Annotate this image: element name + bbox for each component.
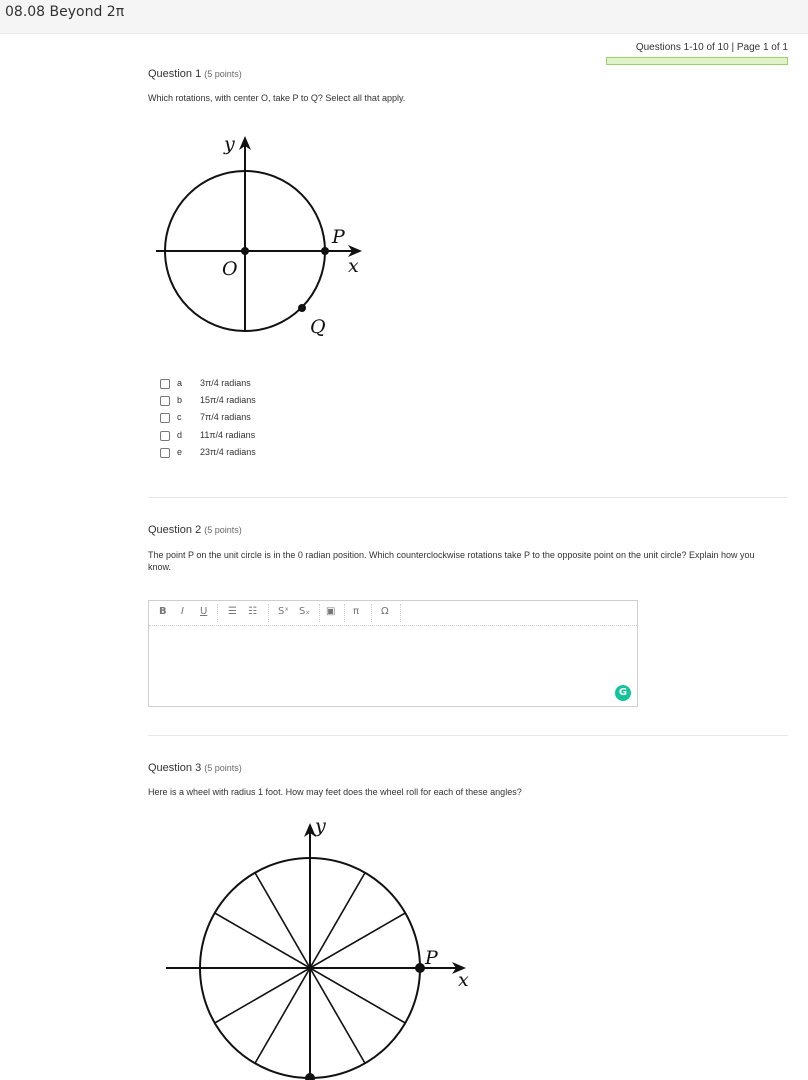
wheel-bottom-point bbox=[305, 1073, 315, 1080]
option-c-text: 7π/4 radians bbox=[200, 412, 251, 422]
question-1-label: Question 1 bbox=[148, 68, 202, 80]
grammarly-icon[interactable]: G bbox=[615, 685, 631, 701]
option-c-letter: c bbox=[177, 412, 182, 422]
y-label: y bbox=[224, 133, 235, 155]
question-3-label: Question 3 bbox=[148, 762, 202, 774]
x-label: x bbox=[458, 969, 469, 991]
subscript-button[interactable]: Sₓ bbox=[299, 606, 310, 617]
special-characters-button[interactable]: Ω bbox=[381, 606, 389, 617]
question-3-points: (5 points) bbox=[204, 763, 242, 773]
option-e-letter: e bbox=[177, 447, 183, 457]
progress-bar bbox=[606, 57, 788, 65]
question-2-points: (5 points) bbox=[204, 525, 242, 535]
question-2-label: Question 2 bbox=[148, 524, 202, 536]
option-d-checkbox[interactable] bbox=[160, 431, 170, 441]
toolbar-separator bbox=[217, 604, 219, 622]
question-2-title bbox=[148, 524, 242, 536]
point-o bbox=[241, 247, 249, 255]
wheel-diagram bbox=[160, 812, 480, 1080]
o-label: O bbox=[222, 258, 238, 280]
option-a-letter: a bbox=[177, 378, 183, 388]
page-title: 08.08 Beyond 2π bbox=[5, 4, 125, 20]
option-b-letter: b bbox=[177, 395, 183, 405]
option-e-text: 23π/4 radians bbox=[200, 447, 256, 457]
point-p bbox=[415, 963, 425, 973]
underline-button[interactable]: U bbox=[200, 606, 208, 617]
pi-symbol-button[interactable]: π bbox=[353, 606, 360, 617]
unit-circle-diagram bbox=[150, 128, 380, 343]
question-3-text: Here is a wheel with radius 1 foot. How may feet does the wheel roll for each of these angles? bbox=[148, 787, 522, 797]
progress-text: Questions 1-10 of 10 | Page 1 of 1 bbox=[635, 42, 788, 53]
italic-button[interactable]: I bbox=[181, 606, 184, 617]
point-p bbox=[321, 247, 329, 255]
question-1-title bbox=[148, 68, 242, 80]
p-label: P bbox=[332, 226, 345, 248]
option-d-letter: d bbox=[177, 430, 183, 440]
question-2-text: The point P on the unit circle is in the 0 radian position. Which counterclockwise rotations take P to the opposite point on the unit circle? Explain how you know. bbox=[148, 550, 755, 572]
option-b-checkbox[interactable] bbox=[160, 396, 170, 406]
question-1-points: (5 points) bbox=[204, 69, 242, 79]
editor-toolbar bbox=[149, 601, 637, 626]
option-d-text: 11π/4 radians bbox=[200, 430, 256, 440]
option-c-checkbox[interactable] bbox=[160, 413, 170, 423]
option-a-text: 3π/4 radians bbox=[200, 378, 251, 388]
toolbar-separator bbox=[344, 604, 346, 622]
question-divider-1 bbox=[148, 497, 788, 498]
question-divider-2 bbox=[148, 735, 788, 736]
image-icon[interactable]: ▣ bbox=[326, 606, 336, 617]
answer-editor[interactable] bbox=[148, 600, 638, 707]
option-e-checkbox[interactable] bbox=[160, 448, 170, 458]
question-1-text: Which rotations, with center O, take P to Q? Select all that apply. bbox=[148, 93, 406, 103]
progress-fill bbox=[607, 58, 787, 64]
superscript-button[interactable]: Sˣ bbox=[278, 606, 289, 617]
bold-button[interactable]: B bbox=[159, 606, 167, 617]
question-3-title bbox=[148, 762, 242, 774]
option-a-checkbox[interactable] bbox=[160, 379, 170, 389]
bullet-list-icon[interactable]: ☰ bbox=[228, 606, 237, 617]
toolbar-separator bbox=[268, 604, 270, 622]
toolbar-separator bbox=[371, 604, 373, 622]
p-label: P bbox=[425, 947, 438, 969]
toolbar-separator bbox=[319, 604, 321, 622]
x-label: x bbox=[348, 255, 359, 277]
numbered-list-icon[interactable]: ☷ bbox=[248, 606, 257, 617]
q-label: Q bbox=[310, 316, 326, 338]
toolbar-separator bbox=[400, 604, 402, 622]
top-bar bbox=[0, 0, 808, 34]
point-q bbox=[298, 304, 306, 312]
y-label: y bbox=[315, 815, 326, 837]
option-b-text: 15π/4 radians bbox=[200, 395, 256, 405]
